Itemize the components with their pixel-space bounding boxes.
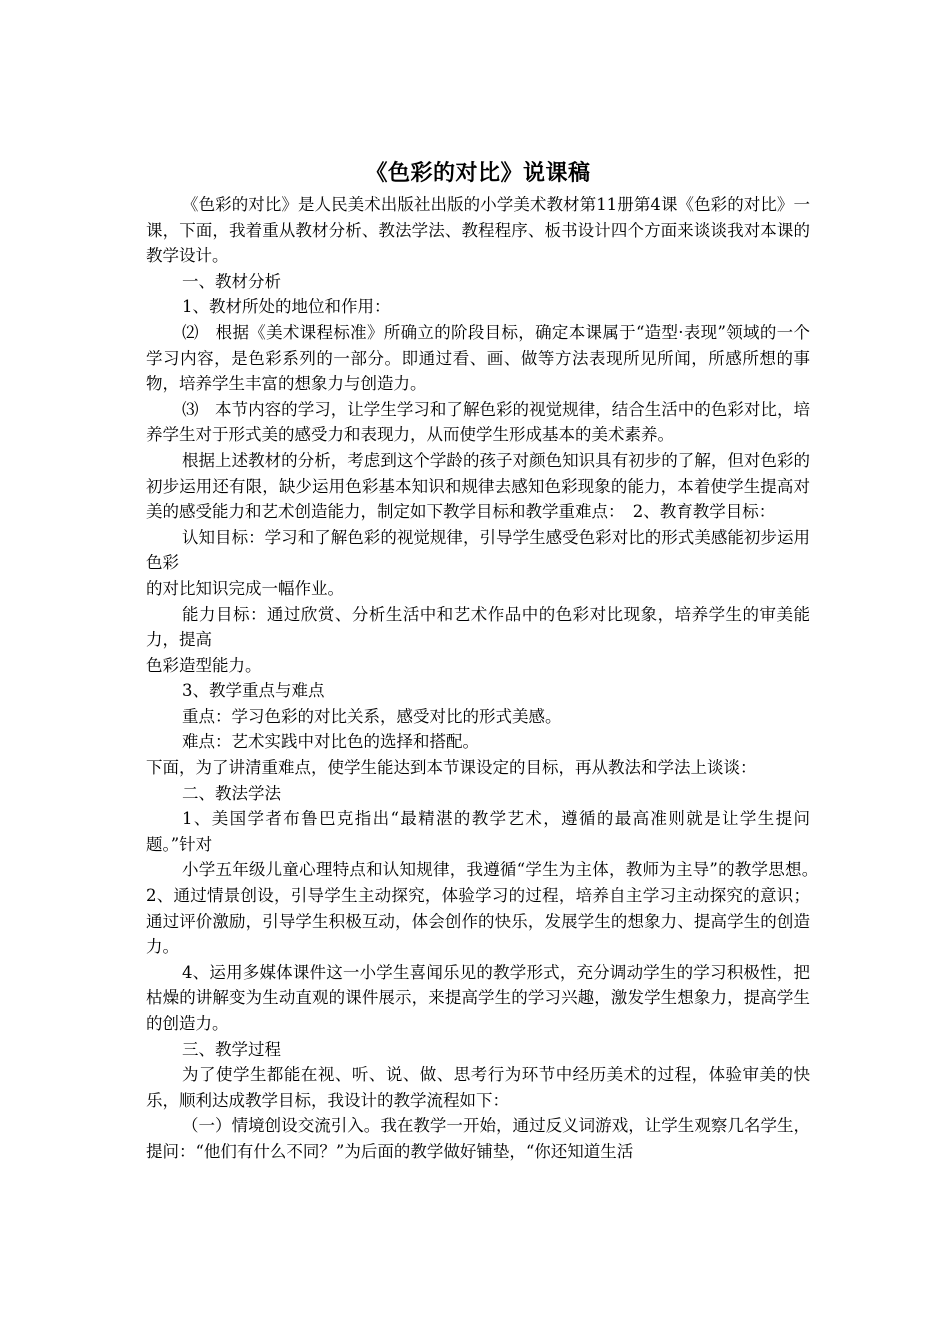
document-page <box>146 158 827 1165</box>
heading-teaching-methods: 二、教法学法 <box>182 783 281 803</box>
paragraph-method-1: 1、美国学者布鲁巴克指出“最精湛的教学艺术，遵循的最高准则就是让学生提问题。”针对 <box>146 809 810 854</box>
paragraph-item-3: ⑶ 本节内容的学习，让学生学习和了解色彩的视觉规律，结合生活中的色彩对比，培养学生对于形式美的感受力和表现力，从而使学生形成基本的美术素养。 <box>146 399 810 445</box>
subheading-key-points: 3、教学重点与难点 <box>182 681 325 701</box>
paragraph-transition: 下面，为了讲清重难点，使学生能达到本节课设定的目标，再从教法和学法上谈谈： <box>146 758 757 778</box>
paragraph-cognitive-goal-cont: 的对比知识完成一幅作业。 <box>146 578 344 598</box>
paragraph-ability-goal: 能力目标：通过欣赏、分析生活中和艺术作品中的色彩对比现象，培养学生的审美能力，提高 <box>146 604 810 650</box>
subheading-position-role: 1、教材所处的地位和作用： <box>182 297 391 317</box>
heading-teaching-process: 三、教学过程 <box>182 1039 281 1059</box>
paragraph-item-2: ⑵ 根据《美术课程标准》所确立的阶段目标，确定本课属于“造型·表现”领域的一个学习内容，是色彩系列的一部分。即通过看、画、做等方法表现所见所闻，所感所想的事物，培养学生丰富的想象力与创造力。 <box>146 322 810 394</box>
paragraph-analysis-summary: 根据上述教材的分析，考虑到这个学龄的孩子对颜色知识具有初步的了解，但对色彩的初步运用还有限，缺少运用色彩基本知识和规律去感知色彩现象的能力，本着使学生提高对美的感受能力和艺术创造能力，制定如下教学目标和教学重难点： 2、教育教学目标： <box>146 450 810 522</box>
heading-textbook-analysis: 一、教材分析 <box>182 271 281 291</box>
paragraph-method-1-cont: 小学五年级儿童心理特点和认知规律，我遵循“学生为主体，教师为主导”的教学思想。 2、通过情景创设，引导学生主动探究，体验学习的过程，培养自主学习主动探究的意识；通过评价激励，引导学生积极互动，体会创作的快乐，发展学生的想象力、提高学生的创造力。 <box>146 860 827 957</box>
paragraph-cognitive-goal: 认知目标：学习和了解色彩的视觉规律，引导学生感受色彩对比的形式美感能初步运用色彩 <box>146 527 810 573</box>
paragraph-method-4: 4、运用多媒体课件这一小学生喜闻乐见的教学形式，充分调动学生的学习积极性，把枯燥的讲解变为生动直观的课件展示，来提高学生的学习兴趣，激发学生想象力，提高学生的创造力。 <box>146 962 810 1033</box>
paragraph-intro: 《色彩的对比》是人民美术出版社出版的小学美术教材第11册第4课《色彩的对比》一课，下面，我着重从教材分析、教法学法、教程程序、板书设计四个方面来谈谈我对本课的教学设计。 <box>146 195 810 266</box>
paragraph-process-step-1: （一）情境创设交流引入。我在教学一开始，通过反义词游戏，让学生观察几名学生，提问：“他们有什么不同？”为后面的教学做好铺垫，“你还知道生活 <box>146 1116 810 1161</box>
paragraph-process-intro: 为了使学生都能在视、听、说、做、思考行为环节中经历美术的过程，体验审美的快乐，顺利达成教学目标，我设计的教学流程如下： <box>146 1065 810 1110</box>
document-title: 《色彩的对比》说课稿 <box>365 161 591 186</box>
paragraph-difficulty: 难点：艺术实践中对比色的选择和搭配。 <box>182 732 479 752</box>
paragraph-ability-goal-cont: 色彩造型能力。 <box>146 655 262 675</box>
paragraph-key-point: 重点：学习色彩的对比关系，感受对比的形式美感。 <box>182 706 562 726</box>
